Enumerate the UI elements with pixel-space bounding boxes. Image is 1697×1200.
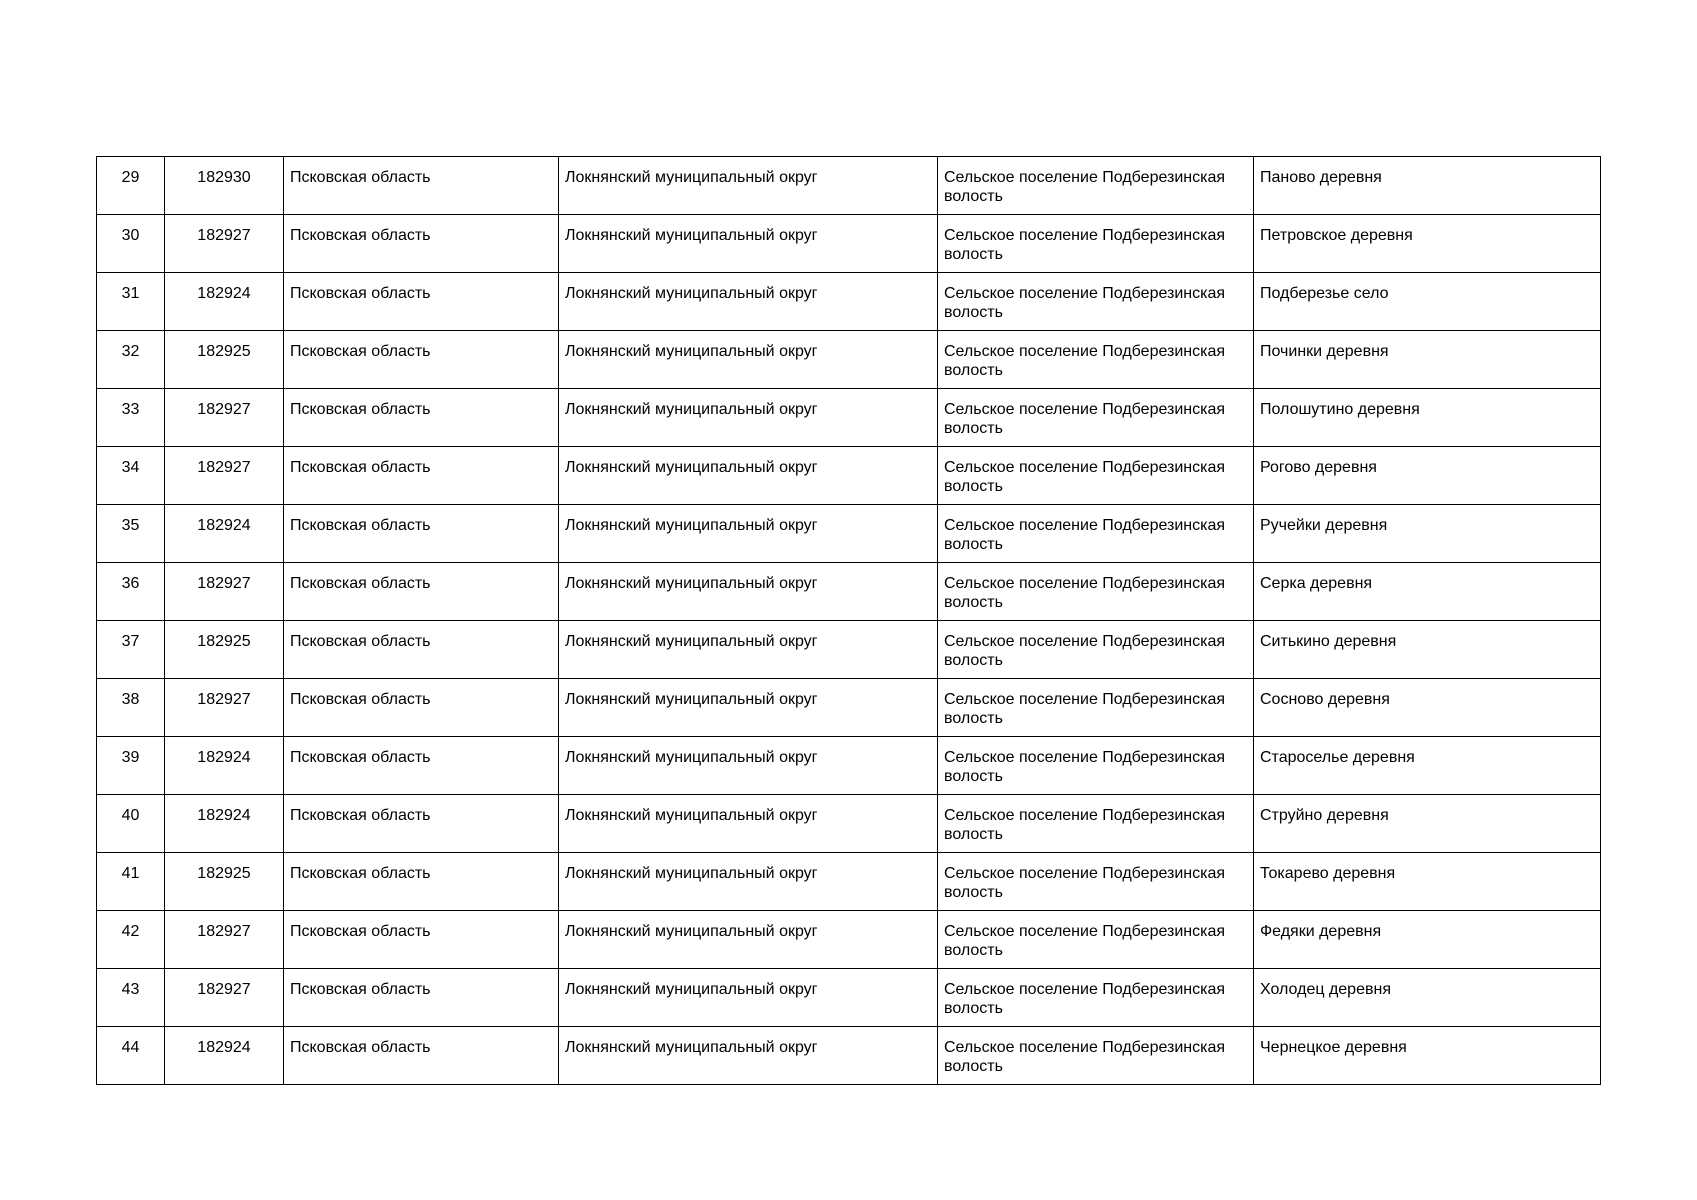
district-cell: Локнянский муниципальный округ — [559, 447, 938, 505]
region-cell: Псковская область — [284, 389, 559, 447]
locality-cell: Полошутино деревня — [1254, 389, 1601, 447]
table-row — [97, 737, 1601, 795]
row-number-cell: 40 — [97, 795, 165, 853]
row-number-cell: 33 — [97, 389, 165, 447]
district-cell: Локнянский муниципальный округ — [559, 273, 938, 331]
locality-cell: Староселье деревня — [1254, 737, 1601, 795]
district-cell: Локнянский муниципальный округ — [559, 911, 938, 969]
district-cell: Локнянский муниципальный округ — [559, 505, 938, 563]
row-number-cell: 36 — [97, 563, 165, 621]
row-number-cell: 42 — [97, 911, 165, 969]
table-row — [97, 853, 1601, 911]
settlement-cell: Сельское поселение Подберезинская волость — [938, 215, 1254, 273]
settlement-cell: Сельское поселение Подберезинская волость — [938, 911, 1254, 969]
postal-code-cell: 182927 — [165, 969, 284, 1027]
district-cell: Локнянский муниципальный округ — [559, 215, 938, 273]
table-row — [97, 621, 1601, 679]
row-number-cell: 37 — [97, 621, 165, 679]
settlement-cell: Сельское поселение Подберезинская волость — [938, 389, 1254, 447]
district-cell: Локнянский муниципальный округ — [559, 331, 938, 389]
region-cell: Псковская область — [284, 911, 559, 969]
settlement-cell: Сельское поселение Подберезинская волость — [938, 679, 1254, 737]
postal-code-cell: 182924 — [165, 737, 284, 795]
table-row — [97, 389, 1601, 447]
settlement-cell: Сельское поселение Подберезинская волость — [938, 563, 1254, 621]
region-cell: Псковская область — [284, 737, 559, 795]
locality-cell: Чернецкое деревня — [1254, 1027, 1601, 1085]
locality-cell: Паново деревня — [1254, 157, 1601, 215]
row-number-cell: 32 — [97, 331, 165, 389]
locality-cell: Починки деревня — [1254, 331, 1601, 389]
table-row — [97, 969, 1601, 1027]
locality-cell: Ситькино деревня — [1254, 621, 1601, 679]
locality-cell: Петровское деревня — [1254, 215, 1601, 273]
table-row — [97, 157, 1601, 215]
district-cell: Локнянский муниципальный округ — [559, 563, 938, 621]
row-number-cell: 44 — [97, 1027, 165, 1085]
region-cell: Псковская область — [284, 969, 559, 1027]
table-row — [97, 331, 1601, 389]
region-cell: Псковская область — [284, 795, 559, 853]
postal-code-cell: 182924 — [165, 505, 284, 563]
settlement-cell: Сельское поселение Подберезинская волость — [938, 157, 1254, 215]
region-cell: Псковская область — [284, 215, 559, 273]
table-row — [97, 911, 1601, 969]
district-cell: Локнянский муниципальный округ — [559, 621, 938, 679]
settlement-cell: Сельское поселение Подберезинская волость — [938, 447, 1254, 505]
row-number-cell: 30 — [97, 215, 165, 273]
region-cell: Псковская область — [284, 621, 559, 679]
region-cell: Псковская область — [284, 1027, 559, 1085]
row-number-cell: 39 — [97, 737, 165, 795]
settlement-cell: Сельское поселение Подберезинская волость — [938, 795, 1254, 853]
postal-code-cell: 182927 — [165, 563, 284, 621]
locality-cell: Федяки деревня — [1254, 911, 1601, 969]
row-number-cell: 41 — [97, 853, 165, 911]
postal-code-cell: 182924 — [165, 1027, 284, 1085]
settlement-cell: Сельское поселение Подберезинская волость — [938, 1027, 1254, 1085]
postal-code-cell: 182927 — [165, 389, 284, 447]
table-row — [97, 795, 1601, 853]
region-cell: Псковская область — [284, 853, 559, 911]
region-cell: Псковская область — [284, 679, 559, 737]
postal-code-cell: 182925 — [165, 853, 284, 911]
district-cell: Локнянский муниципальный округ — [559, 389, 938, 447]
locality-cell: Подберезье село — [1254, 273, 1601, 331]
district-cell: Локнянский муниципальный округ — [559, 795, 938, 853]
postal-code-cell: 182927 — [165, 911, 284, 969]
district-cell: Локнянский муниципальный округ — [559, 969, 938, 1027]
locality-cell: Струйно деревня — [1254, 795, 1601, 853]
locality-cell: Холодец деревня — [1254, 969, 1601, 1027]
postal-code-cell: 182927 — [165, 679, 284, 737]
postal-code-cell: 182925 — [165, 621, 284, 679]
settlement-cell: Сельское поселение Подберезинская волость — [938, 273, 1254, 331]
row-number-cell: 34 — [97, 447, 165, 505]
table-row — [97, 1027, 1601, 1085]
table-row — [97, 679, 1601, 737]
locality-cell: Ручейки деревня — [1254, 505, 1601, 563]
locality-cell: Токарево деревня — [1254, 853, 1601, 911]
row-number-cell: 38 — [97, 679, 165, 737]
settlement-cell: Сельское поселение Подберезинская волость — [938, 737, 1254, 795]
region-cell: Псковская область — [284, 447, 559, 505]
district-cell: Локнянский муниципальный округ — [559, 157, 938, 215]
region-cell: Псковская область — [284, 505, 559, 563]
locality-cell: Серка деревня — [1254, 563, 1601, 621]
postal-code-cell: 182930 — [165, 157, 284, 215]
table-body — [97, 157, 1601, 1085]
settlement-cell: Сельское поселение Подберезинская волость — [938, 331, 1254, 389]
district-cell: Локнянский муниципальный округ — [559, 853, 938, 911]
table-row — [97, 273, 1601, 331]
region-cell: Псковская область — [284, 157, 559, 215]
region-cell: Псковская область — [284, 563, 559, 621]
row-number-cell: 29 — [97, 157, 165, 215]
settlement-cell: Сельское поселение Подберезинская волость — [938, 505, 1254, 563]
row-number-cell: 43 — [97, 969, 165, 1027]
postal-code-cell: 182927 — [165, 215, 284, 273]
region-cell: Псковская область — [284, 331, 559, 389]
postal-code-cell: 182927 — [165, 447, 284, 505]
district-cell: Локнянский муниципальный округ — [559, 1027, 938, 1085]
settlement-cell: Сельское поселение Подберезинская волость — [938, 969, 1254, 1027]
row-number-cell: 31 — [97, 273, 165, 331]
locality-cell: Рогово деревня — [1254, 447, 1601, 505]
settlement-cell: Сельское поселение Подберезинская волость — [938, 853, 1254, 911]
district-cell: Локнянский муниципальный округ — [559, 679, 938, 737]
postal-code-cell: 182925 — [165, 331, 284, 389]
table-row — [97, 563, 1601, 621]
row-number-cell: 35 — [97, 505, 165, 563]
table-row — [97, 215, 1601, 273]
postal-code-cell: 182924 — [165, 273, 284, 331]
table-row — [97, 447, 1601, 505]
locality-table — [96, 156, 1601, 1085]
postal-code-cell: 182924 — [165, 795, 284, 853]
locality-cell: Сосново деревня — [1254, 679, 1601, 737]
region-cell: Псковская область — [284, 273, 559, 331]
table-row — [97, 505, 1601, 563]
settlement-cell: Сельское поселение Подберезинская волость — [938, 621, 1254, 679]
district-cell: Локнянский муниципальный округ — [559, 737, 938, 795]
